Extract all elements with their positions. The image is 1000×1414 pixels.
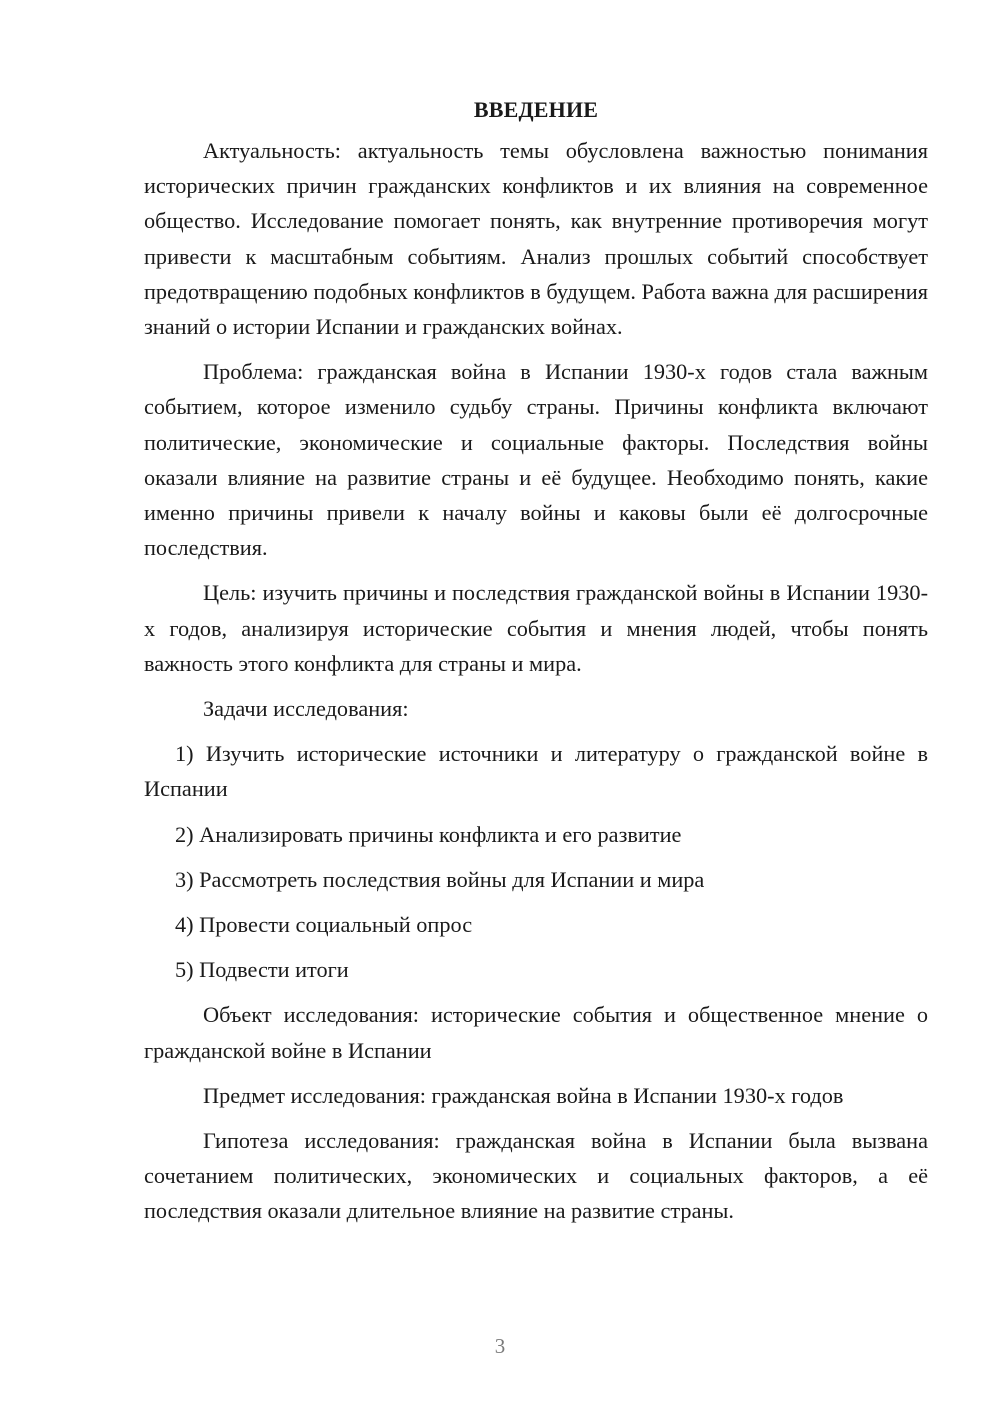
task-item-2: 2) Анализировать причины конфликта и его развитие (175, 821, 682, 847)
goal-paragraph: Цель: изучить причины и последствия гражданской войны в Испании 1930-х годов, анализируя исторические события и мнения людей, чтобы понять важность этого конфликта для страны и мира. (144, 580, 928, 676)
document-page (144, 92, 928, 1239)
task-item-3: 3) Рассмотреть последствия войны для Испании и мира (175, 866, 705, 892)
task-item-4: 4) Провести социальный опрос (175, 912, 473, 938)
subject-paragraph: Предмет исследования: гражданская война в Испании 1930-х годов (203, 1082, 844, 1108)
problem-paragraph: Проблема: гражданская война в Испании 1930-х годов стала важным событием, которое изменило судьбу страны. Причины конфликта включают политические, экономические и социальные факторы. Последствия войны оказали влияние на развитие страны и её будущее. Необходимо понять, какие именно причины привели к началу войны и каковы были её долгосрочные последствия. (144, 359, 928, 561)
hypothesis-paragraph: Гипотеза исследования: гражданская война в Испании была вызвана сочетанием политических, экономических и социальных факторов, а её последствия оказали длительное влияние на развитие страны. (144, 1128, 928, 1224)
tasks-heading: Задачи исследования: (203, 696, 409, 722)
task-item-1: 1) Изучить исторические источники и литературу о гражданской войне в Испании (144, 741, 928, 802)
task-item-5: 5) Подвести итоги (175, 957, 349, 983)
page-number: 3 (494, 1334, 506, 1358)
object-paragraph: Объект исследования: исторические события и общественное мнение о гражданской войне в Испании (144, 1002, 928, 1063)
page-title: ВВЕДЕНИЕ (473, 97, 599, 122)
relevance-paragraph: Актуальность: актуальность темы обусловлена важностью понимания исторических причин гражданских конфликтов и их влияния на современное общество. Исследование помогает понять, как внутренние противоречия могут привести к масштабным событиям. Анализ прошлых событий способствует предотвращению подобных конфликтов в будущем. Работа важна для расширения знаний о истории Испании и гражданских войнах. (144, 138, 928, 340)
